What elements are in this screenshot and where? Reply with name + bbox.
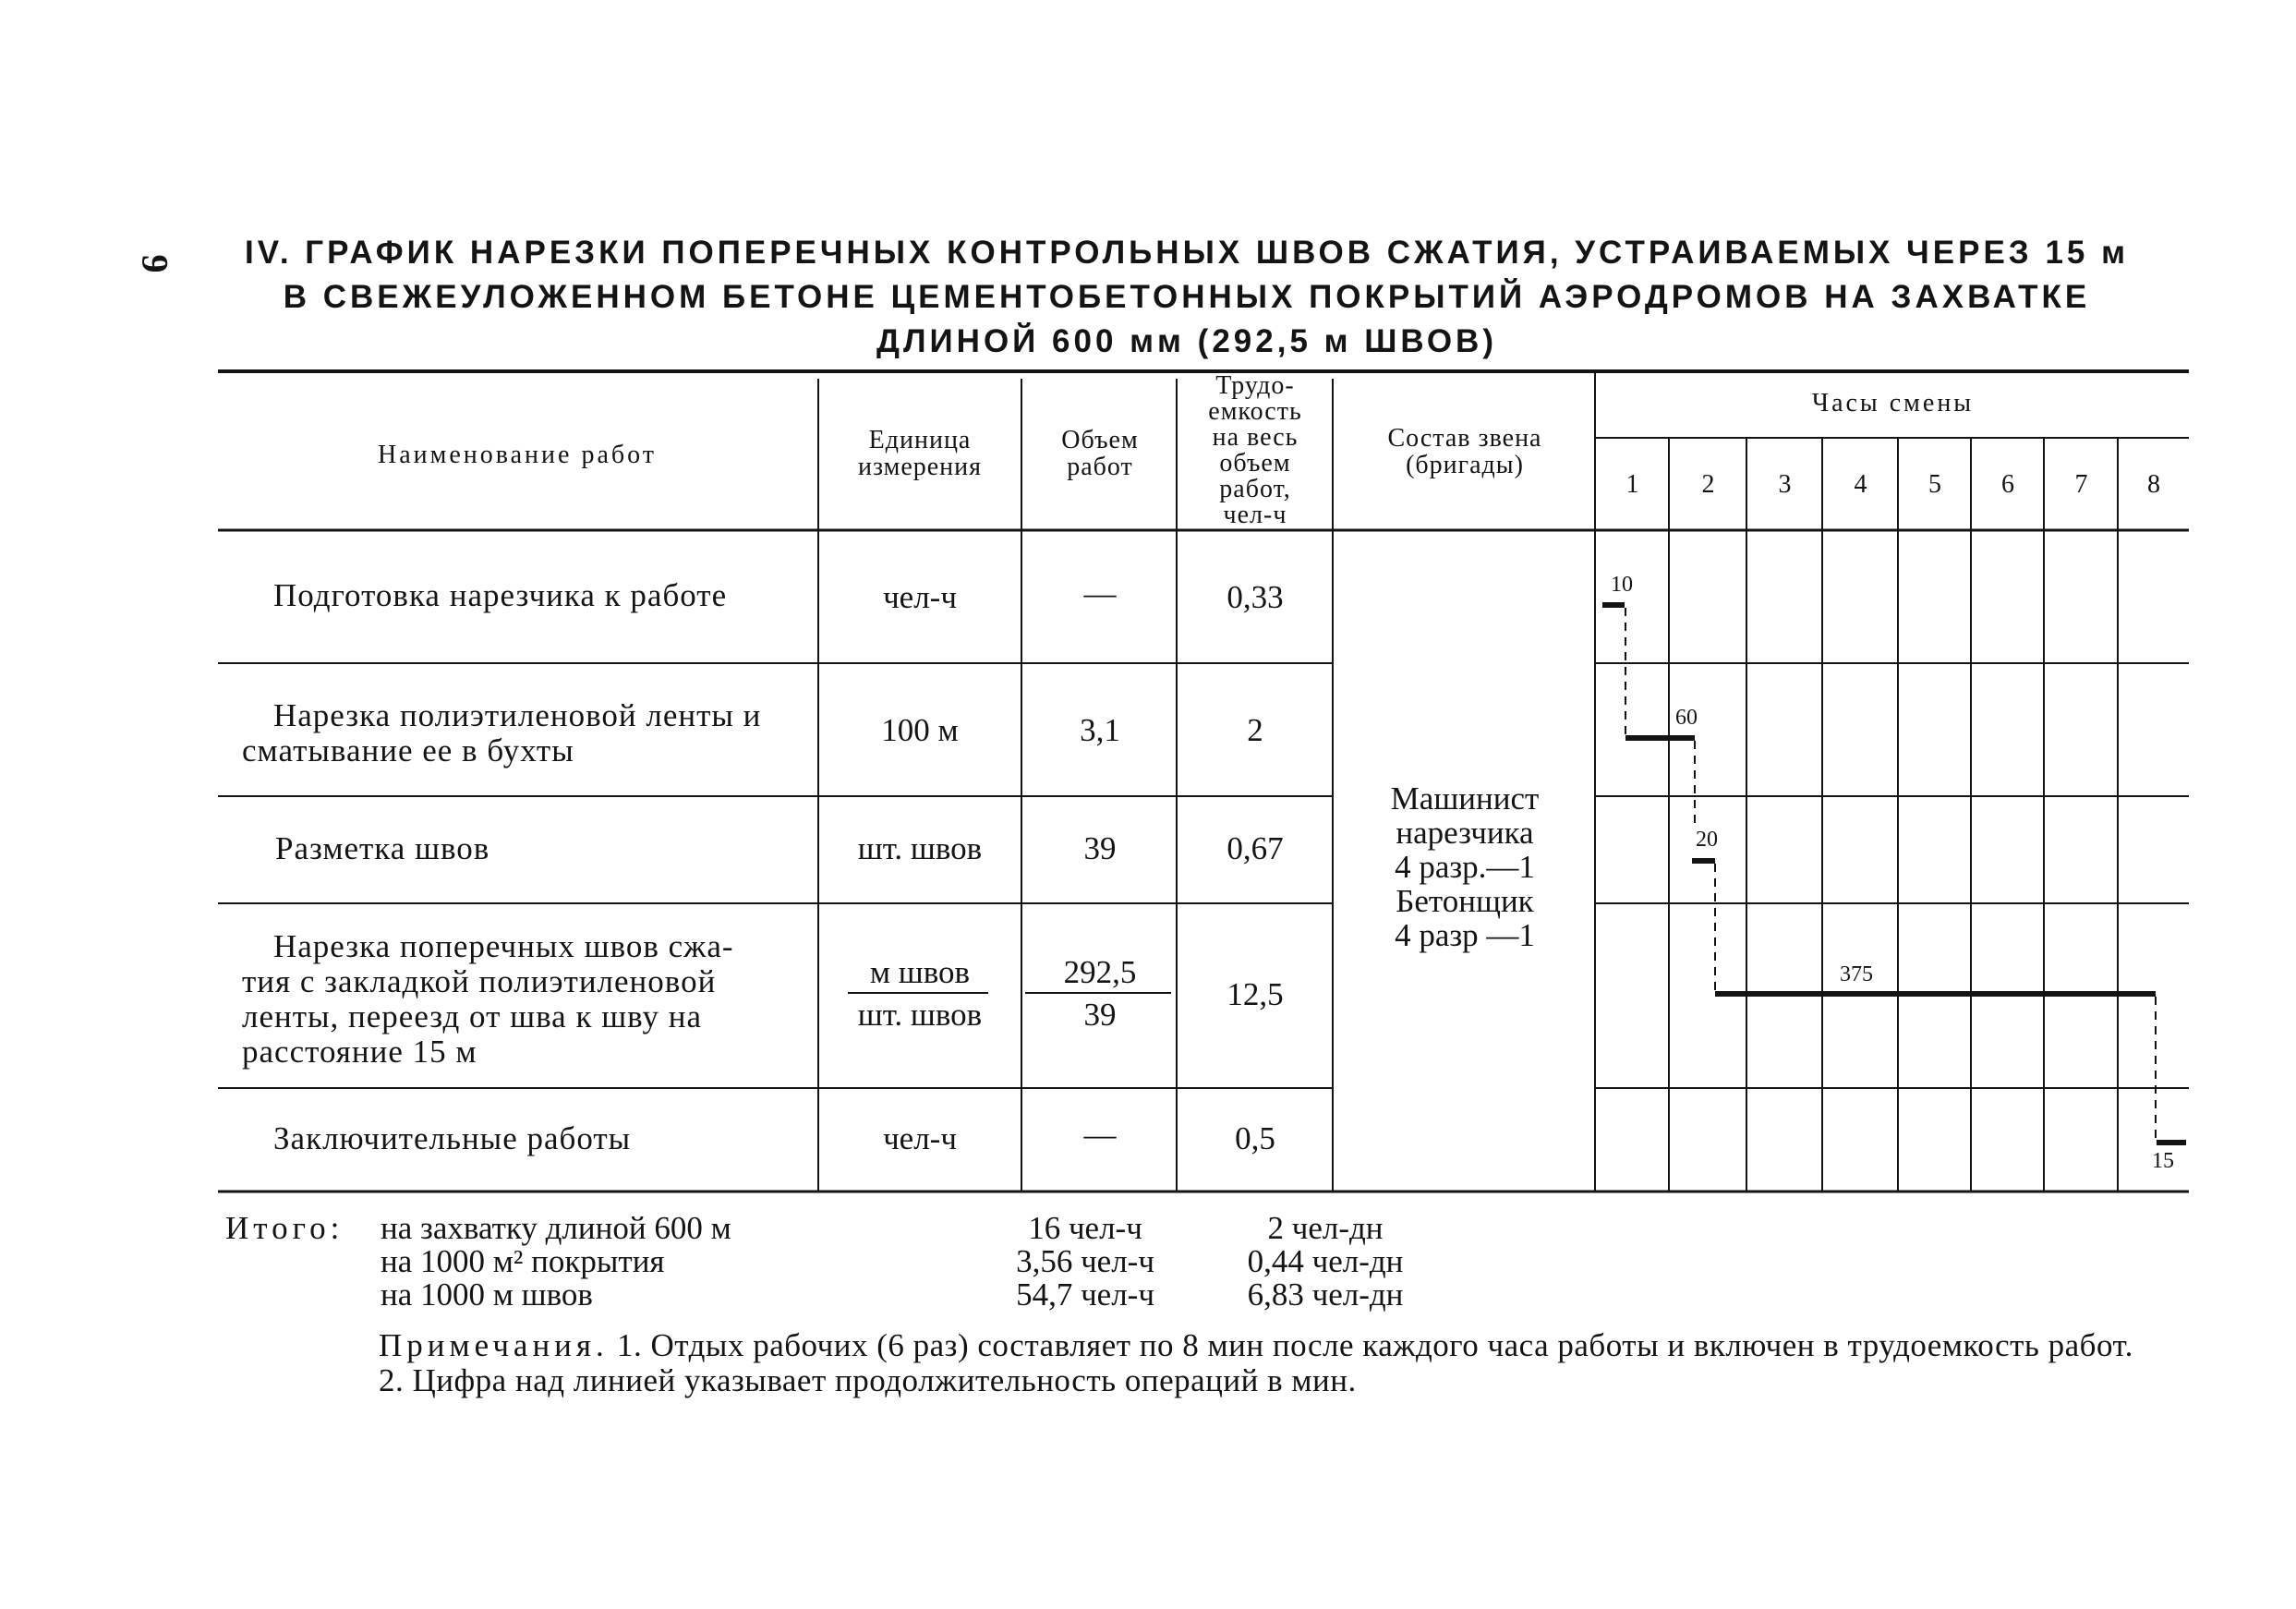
note-1: 1. Отдых рабочих (6 раз) составляет по 8 мин после каждого часа работы и включен в трудоемкость работ. [617,1327,2133,1363]
hour-6: 6 [2001,470,2015,499]
duration-label-1: 10 [1611,573,1633,597]
totals-desc-1: на захватку длиной 600 м [381,1210,731,1246]
duration-label-4: 375 [1840,962,1873,986]
page-number: 9 [134,254,176,273]
hour-1: 1 [1625,470,1640,499]
header-work-name: Наименование работ [378,441,657,469]
row5-work-name: Заключительные работы [273,1120,632,1156]
hour-4: 4 [1854,470,1868,499]
duration-label-3: 20 [1696,828,1718,852]
schedule-connectors [1625,608,2156,1140]
totals-desc-3: на 1000 м швов [381,1276,593,1313]
hour-8: 8 [2147,470,2161,499]
hour-3: 3 [1778,470,1793,499]
header-volume: Объем работ [1061,426,1139,481]
row1-labor: 0,33 [1227,579,1284,615]
row5-labor: 0,5 [1235,1120,1275,1156]
notes-label: Примечания. [379,1327,609,1363]
hour-7: 7 [2074,470,2089,499]
row4-unit-bottom: шт. швов [857,997,983,1033]
title-line-3: ДЛИНОЙ 600 мм (292,5 м ШВОВ) [876,323,1497,359]
note-2: 2. Цифра над линией указывает продолжительность операций в мин. [379,1362,1357,1398]
header-labor: Трудо- емкость на весь объем работ, чел-ч [1208,371,1302,529]
row3-labor: 0,67 [1227,830,1284,866]
duration-label-5: 15 [2152,1149,2174,1173]
row3-unit: шт. швов [857,830,983,866]
totals-days-1: 2 чел-дн [1267,1210,1384,1246]
crew-composition: Машинист нарезчика 4 разр.—1 Бетонщик 4 разр —1 [1390,780,1540,953]
duration-label-2: 60 [1675,706,1698,730]
hour-2: 2 [1701,470,1716,499]
row2-unit: 100 м [881,712,959,748]
row2-labor: 2 [1247,712,1263,748]
title-line-2: В СВЕЖЕУЛОЖЕННОМ БЕТОНЕ ЦЕМЕНТОБЕТОННЫХ ПОКРЫТИЙ АЭРОДРОМОВ НА ЗАХВАТКЕ [283,279,2091,315]
header-crew: Состав звена (бригады) [1387,424,1542,479]
row3-work-name: Разметка швов [275,830,490,866]
totals-hours-2: 3,56 чел-ч [1016,1243,1154,1279]
row2-volume: 3,1 [1080,712,1120,748]
row4-volume-bottom: 39 [1083,997,1117,1033]
row1-unit: чел-ч [883,579,957,615]
totals-hours-3: 54,7 чел-ч [1016,1276,1154,1313]
header-unit: Единица измерения [857,426,983,481]
totals-label: Итого: [225,1210,344,1246]
totals-desc-2: на 1000 м² покрытия [381,1243,665,1279]
totals-days-2: 0,44 чел-дн [1247,1243,1404,1279]
header-hours: Часы смены [1811,389,1975,417]
row3-volume: 39 [1083,830,1117,866]
totals-days-3: 6,83 чел-дн [1247,1276,1404,1313]
row4-unit-top: м швов [869,954,971,990]
row5-unit: чел-ч [883,1120,957,1156]
row4-work-name: Нарезка поперечных швов сжа- тия с закладкой полиэтиленовой ленты, переезд от шва к шву на расстояние 15 м [242,928,734,1070]
row1-volume: — [1083,575,1117,611]
totals-hours-1: 16 чел-ч [1028,1210,1142,1246]
row4-volume-top: 292,5 [1063,954,1137,990]
hour-5: 5 [1928,470,1942,499]
schedule-bars [1602,605,2186,1143]
row4-labor: 12,5 [1227,976,1284,1012]
notes [379,1328,2189,1398]
row2-work-name: Нарезка полиэтиленовой ленты и сматывание ее в бухты [242,697,762,768]
row5-volume: — [1083,1117,1117,1153]
row1-work-name: Подготовка нарезчика к работе [273,577,728,613]
title-line-1: IV. ГРАФИК НАРЕЗКИ ПОПЕРЕЧНЫХ КОНТРОЛЬНЫХ ШВОВ СЖАТИЯ, УСТРАИВАЕМЫХ ЧЕРЕЗ 15 м [244,235,2130,271]
